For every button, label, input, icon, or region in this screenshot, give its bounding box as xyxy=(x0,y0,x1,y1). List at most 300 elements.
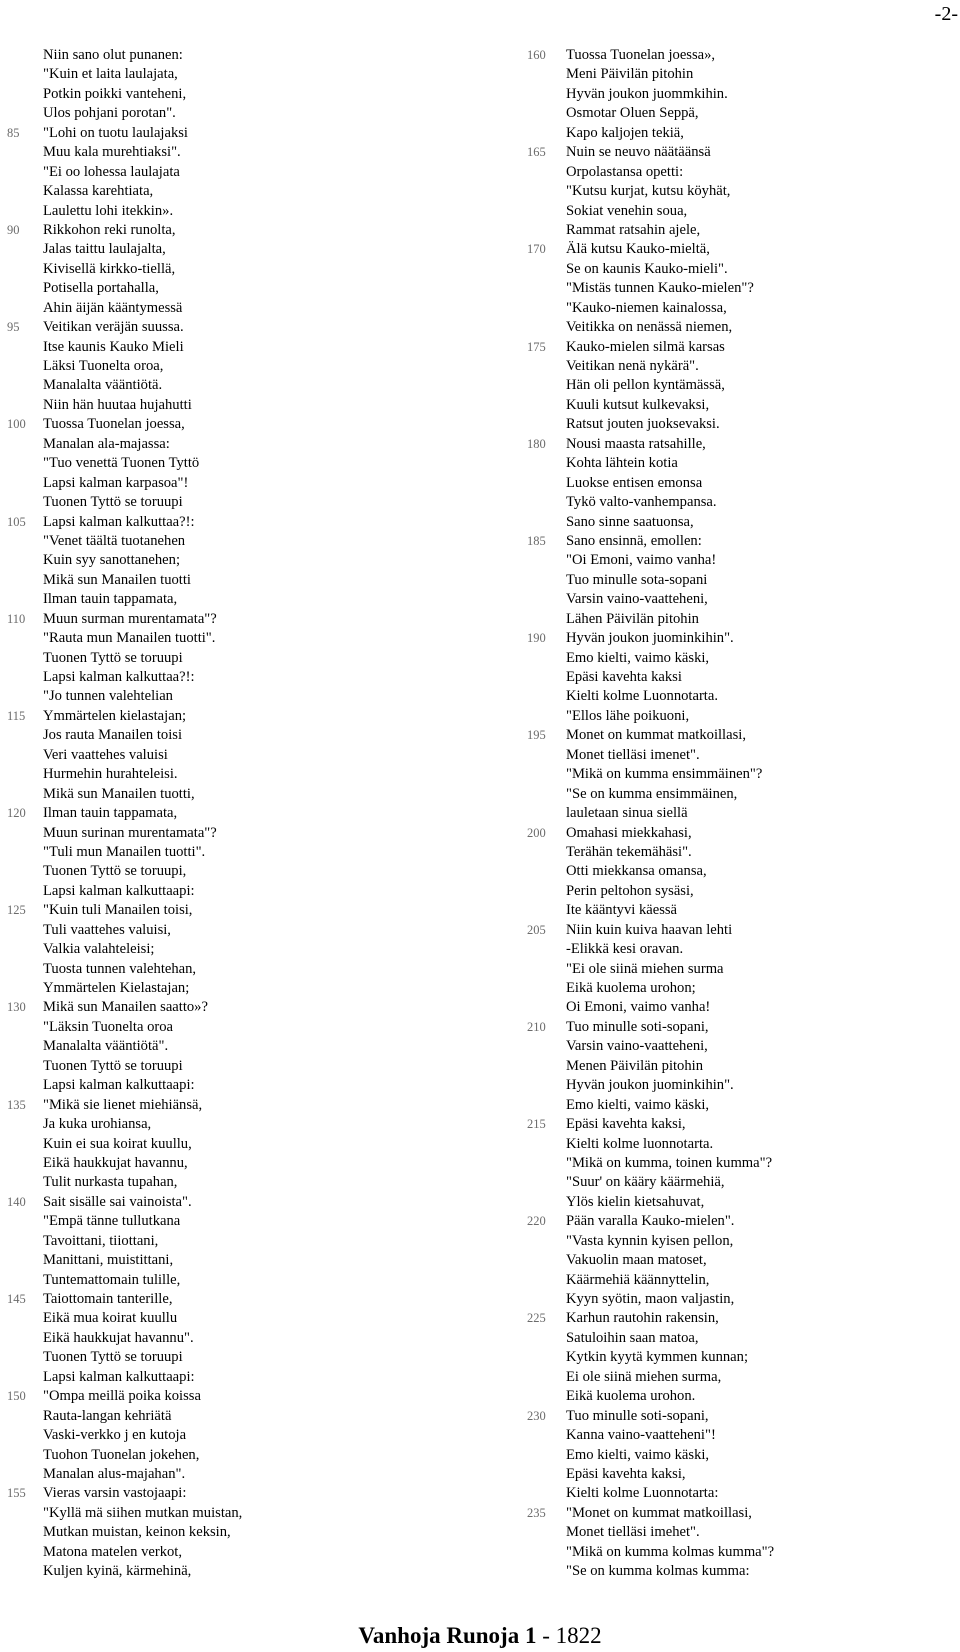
verse-line xyxy=(0,1504,480,1523)
verse-line xyxy=(0,1368,480,1387)
verse-text: Oi Emoni, vaimo vanha! xyxy=(566,999,711,1016)
verse-text: Ymmärtelen Kielastajan; xyxy=(43,980,190,996)
verse-line xyxy=(500,163,940,182)
line-number: 130 xyxy=(7,1000,26,1015)
verse-line xyxy=(500,318,940,337)
verse-text: Sano ensinnä, emollen: xyxy=(566,532,702,549)
verse-text: Hän oli pellon kyntämässä, xyxy=(566,377,725,394)
verse-text: "Kuin et laita laulajata, xyxy=(43,66,178,83)
verse-line xyxy=(0,1309,480,1328)
verse-text: Hyvän joukon juominkihin". xyxy=(566,1077,734,1094)
verse-line xyxy=(500,338,940,357)
verse-text: Tuossa Tuonelan joessa, xyxy=(43,416,185,433)
verse-line xyxy=(0,221,480,240)
verse-text: Laulettu lohi itekkin». xyxy=(43,202,174,219)
verse-line xyxy=(0,1057,480,1076)
verse-line xyxy=(500,182,940,201)
verse-line xyxy=(500,532,940,551)
verse-text: Emo kielti, vaimo käski, xyxy=(566,649,710,666)
verse-line xyxy=(0,124,480,143)
verse-text: "Mikä sie lienet miehiänsä, xyxy=(43,1096,203,1113)
verse-text: Rikkohon reki runolta, xyxy=(43,221,176,238)
line-number: 220 xyxy=(527,1214,546,1229)
verse-line xyxy=(500,629,940,648)
verse-line xyxy=(0,1387,480,1406)
verse-text: Ratsut jouten juoksevaksi. xyxy=(566,416,720,433)
verse-text: Ymmärtelen kielastajan; xyxy=(43,707,187,724)
verse-text: Omahasi miekkahasi, xyxy=(566,824,692,841)
verse-text: Käärmehiä käännyttelin, xyxy=(566,1271,710,1288)
verse-text: Menen Päivilän pitohin xyxy=(566,1057,704,1074)
verse-text: Manalan alus-majahan". xyxy=(43,1465,186,1482)
verse-text: Jos rauta Manailen toisi xyxy=(43,727,183,744)
verse-text: "Kauko-niemen kainalossa, xyxy=(566,299,727,316)
verse-text: Vaski-verkko j en kutoja xyxy=(43,1427,187,1444)
verse-text: Tuohon Tuonelan jokehen, xyxy=(43,1446,200,1463)
line-number: 110 xyxy=(7,611,26,626)
verse-line xyxy=(500,1426,940,1445)
verse-text: Manalalta vääntiötä". xyxy=(43,1038,169,1055)
line-number: 175 xyxy=(527,339,546,354)
verse-line xyxy=(500,765,940,784)
line-number: 170 xyxy=(527,242,546,257)
verse-text: Epäsi kavehta kaksi, xyxy=(566,1116,686,1133)
verse-line xyxy=(0,707,480,726)
verse-text: Tuntemattomain tulille, xyxy=(43,1271,181,1288)
verse-text: Muun surman murentamata"? xyxy=(43,610,217,627)
verse-line xyxy=(500,221,940,240)
verse-text: Monet tielläsi imehet". xyxy=(566,1524,700,1541)
verse-line xyxy=(0,143,480,162)
verse-line xyxy=(500,1290,940,1309)
verse-text: "Oi Emoni, vaimo vanha! xyxy=(566,552,717,569)
verse-text: Orpolastansa opetti: xyxy=(566,163,684,180)
verse-text: Lapsi kalman karpasoa"! xyxy=(43,474,189,491)
verse-text: Eikä kuolema urohon. xyxy=(566,1388,696,1405)
verse-line xyxy=(0,629,480,648)
verse-line xyxy=(500,590,940,609)
line-number: 140 xyxy=(7,1194,26,1209)
verse-text: Manittani, muistittani, xyxy=(43,1252,174,1269)
verse-line xyxy=(500,1407,940,1426)
verse-line xyxy=(0,454,480,473)
poem-column-left xyxy=(0,46,480,1582)
verse-text: "Ei ole siinä miehen surma xyxy=(566,960,724,977)
verse-text: Muun surinan murentamata"? xyxy=(43,824,217,841)
verse-text: Lapsi kalman kalkuttaapi: xyxy=(43,882,195,899)
verse-line xyxy=(500,610,940,629)
verse-line xyxy=(0,687,480,706)
verse-text: Tykö valto-vanhempansa. xyxy=(566,494,717,511)
verse-text: Potisella portahalla, xyxy=(43,280,159,297)
verse-line xyxy=(500,1018,940,1037)
verse-line xyxy=(0,415,480,434)
verse-text: Lapsi kalman kalkuttaa?!: xyxy=(43,669,195,685)
verse-text: Eikä haukkujat havannu". xyxy=(43,1329,194,1346)
verse-line xyxy=(0,921,480,940)
verse-line xyxy=(0,940,480,959)
verse-text: Satuloihin saan matoa, xyxy=(566,1329,699,1346)
verse-line xyxy=(0,376,480,395)
verse-line xyxy=(500,1271,940,1290)
verse-text: Mutkan muistan, keinon keksin, xyxy=(43,1524,231,1541)
verse-line xyxy=(0,1232,480,1251)
verse-line xyxy=(0,1290,480,1309)
line-number: 235 xyxy=(527,1505,546,1520)
verse-text: Lapsi kalman kalkuttaapi: xyxy=(43,1368,195,1385)
line-number: 160 xyxy=(527,48,546,62)
verse-line xyxy=(500,1154,940,1173)
verse-line xyxy=(500,513,940,532)
verse-text: Jalas taittu laulajalta, xyxy=(43,241,166,258)
verse-line xyxy=(0,1251,480,1270)
verse-line xyxy=(0,1407,480,1426)
verse-text: Meni Päivilän pitohin xyxy=(566,66,694,83)
verse-line xyxy=(0,1212,480,1231)
footer-year: 1822 xyxy=(555,1623,602,1648)
verse-line xyxy=(0,726,480,745)
verse-line xyxy=(500,1348,940,1367)
verse-text: Valkia valahteleisi; xyxy=(43,941,155,958)
verse-line xyxy=(0,396,480,415)
verse-line xyxy=(0,240,480,259)
verse-text: Läksi Tuonelta oroa, xyxy=(43,358,164,374)
verse-text: Niin hän huutaa hujahutti xyxy=(43,396,192,413)
verse-line xyxy=(500,668,940,687)
verse-text: "Lohi on tuotu laulajaksi xyxy=(43,124,188,141)
verse-text: Tuo minulle soti-sopani, xyxy=(566,1407,709,1424)
verse-line xyxy=(500,960,940,979)
verse-line xyxy=(500,824,940,843)
verse-text: Veitikan veräjän suussa. xyxy=(43,319,184,336)
verse-text: Terähän tekemähäsi". xyxy=(566,843,692,860)
line-number: 90 xyxy=(7,222,20,237)
verse-text: "Kyllä mä siihen mutkan muistan, xyxy=(43,1504,243,1521)
verse-line xyxy=(0,998,480,1017)
verse-text: Rammat ratsahin ajele, xyxy=(566,221,701,238)
verse-line xyxy=(500,202,940,221)
line-number: 205 xyxy=(527,922,546,937)
verse-line xyxy=(0,1173,480,1192)
verse-line xyxy=(500,1523,940,1542)
verse-text: Kuljen kyinä, kärmehinä, xyxy=(43,1563,192,1580)
verse-text: Ja kuka urohiansa, xyxy=(43,1116,152,1133)
verse-line xyxy=(0,163,480,182)
verse-line xyxy=(500,687,940,706)
verse-text: "Rauta mun Manailen tuotti". xyxy=(43,630,216,647)
verse-text: Emo kielti, vaimo käski, xyxy=(566,1096,710,1113)
verse-text: Manalan ala-majassa: xyxy=(43,435,170,452)
verse-line xyxy=(500,474,940,493)
verse-text: Taiottomain tanterille, xyxy=(43,1291,173,1307)
line-number: 135 xyxy=(7,1097,26,1112)
verse-text: Tuonen Tyttö se toruupi xyxy=(43,494,183,511)
line-number: 210 xyxy=(527,1019,546,1034)
verse-text: Rauta-langan kehriätä xyxy=(43,1407,172,1424)
verse-text: Kapo kaljojen tekiä, xyxy=(566,124,684,141)
verse-text: Tuonen Tyttö se toruupi xyxy=(43,1057,183,1074)
verse-line xyxy=(0,668,480,687)
line-number: 150 xyxy=(7,1389,26,1404)
verse-line xyxy=(500,862,940,881)
line-number: 165 xyxy=(527,145,546,160)
verse-line xyxy=(500,1212,940,1231)
verse-text: Mikä sun Manailen tuotti xyxy=(43,571,191,588)
verse-line xyxy=(500,1057,940,1076)
verse-line xyxy=(0,1523,480,1542)
verse-text: Tuonen Tyttö se toruupi, xyxy=(43,863,187,880)
verse-text: "Ompa meillä poika koissa xyxy=(43,1388,201,1405)
verse-text: Perin peltohon sysäsi, xyxy=(566,882,694,899)
verse-text: Epäsi kavehta kaksi xyxy=(566,669,682,685)
verse-line xyxy=(0,901,480,920)
verse-text: Pään varalla Kauko-mielen". xyxy=(566,1213,735,1230)
verse-line xyxy=(0,610,480,629)
verse-line xyxy=(0,649,480,668)
verse-line xyxy=(500,65,940,84)
verse-text: Kuin ei sua koirat kuullu, xyxy=(43,1135,192,1152)
verse-text: "Suur' on kääry käärmehiä, xyxy=(566,1174,725,1191)
verse-line xyxy=(0,1154,480,1173)
verse-text: Matona matelen verkot, xyxy=(43,1543,182,1560)
line-number: 215 xyxy=(527,1117,546,1132)
verse-line xyxy=(0,1076,480,1095)
verse-text: "Venet täältä tuotanehen xyxy=(43,532,186,549)
verse-line xyxy=(500,921,940,940)
verse-line xyxy=(0,493,480,512)
verse-line xyxy=(500,240,940,259)
verse-line xyxy=(0,202,480,221)
verse-text: Tuosta tunnen valehtehan, xyxy=(43,960,197,977)
verse-line xyxy=(0,46,480,65)
verse-line xyxy=(0,843,480,862)
verse-text: Potkin poikki vanteheni, xyxy=(43,85,187,102)
verse-line xyxy=(0,882,480,901)
line-number: 85 xyxy=(7,125,20,140)
verse-text: Lapsi kalman kalkuttaa?!: xyxy=(43,513,195,530)
verse-line xyxy=(0,85,480,104)
footer-title: Vanhoja Runoja 1 xyxy=(358,1623,537,1648)
verse-line xyxy=(500,551,940,570)
page-number: -2- xyxy=(934,3,958,25)
verse-line xyxy=(500,1037,940,1056)
verse-text: "Jo tunnen valehtelian xyxy=(43,688,173,705)
verse-line xyxy=(0,474,480,493)
verse-line xyxy=(500,1193,940,1212)
verse-line xyxy=(0,1135,480,1154)
verse-line xyxy=(500,726,940,745)
verse-text: Hyvän joukon juominkihin". xyxy=(566,630,734,647)
verse-text: Tuo minulle sota-sopani xyxy=(566,571,708,588)
verse-text: Tuo minulle soti-sopani, xyxy=(566,1018,709,1035)
verse-text: Kauko-mielen silmä karsas xyxy=(566,338,725,355)
verse-line xyxy=(500,649,940,668)
verse-text: "Ellos lähe poikuoni, xyxy=(566,707,690,724)
line-number: 125 xyxy=(7,903,26,918)
verse-text: Älä kutsu Kauko-mieltä, xyxy=(566,241,710,258)
verse-text: Tuonen Tyttö se toruupi xyxy=(43,649,183,666)
verse-text: Kuuli kutsut kulkevaksi, xyxy=(566,396,710,413)
verse-line xyxy=(500,785,940,804)
verse-text: Manalalta vääntiötä. xyxy=(43,377,163,394)
verse-line xyxy=(500,85,940,104)
verse-text: Otti miekkansa omansa, xyxy=(566,863,707,880)
verse-text: "Se on kumma ensimmäinen, xyxy=(566,785,738,802)
line-number: 155 xyxy=(7,1486,26,1501)
verse-line xyxy=(500,1484,940,1503)
verse-line xyxy=(0,571,480,590)
verse-line xyxy=(0,1348,480,1367)
verse-line xyxy=(500,454,940,473)
verse-text: "Läksin Tuonelta oroa xyxy=(43,1018,173,1035)
verse-line xyxy=(0,1271,480,1290)
verse-text: Kivisellä kirkko-tiellä, xyxy=(43,260,176,277)
verse-line xyxy=(0,1096,480,1115)
line-number: 115 xyxy=(7,708,26,723)
verse-line xyxy=(0,104,480,123)
verse-text: Osmotar Oluen Seppä, xyxy=(566,105,699,122)
line-number: 200 xyxy=(527,825,546,840)
verse-line xyxy=(0,1329,480,1348)
verse-line xyxy=(500,882,940,901)
line-number: 120 xyxy=(7,806,26,821)
verse-line xyxy=(0,1426,480,1445)
verse-line xyxy=(0,260,480,279)
verse-text: Niin sano olut punanen: xyxy=(43,47,183,63)
verse-line xyxy=(0,765,480,784)
verse-line xyxy=(0,824,480,843)
verse-line xyxy=(0,746,480,765)
verse-text: Lapsi kalman kalkuttaapi: xyxy=(43,1077,195,1094)
verse-line xyxy=(500,279,940,298)
verse-line xyxy=(500,843,940,862)
line-number: 225 xyxy=(527,1311,546,1326)
verse-line xyxy=(500,1446,940,1465)
line-number: 180 xyxy=(527,436,546,451)
verse-line xyxy=(0,1037,480,1056)
verse-line xyxy=(500,1115,940,1134)
verse-text: Kielti kolme Luonnotarta: xyxy=(566,1485,719,1502)
verse-text: Kielti kolme Luonnotarta. xyxy=(566,688,718,705)
verse-line xyxy=(0,590,480,609)
verse-line xyxy=(0,357,480,376)
verse-line xyxy=(0,1543,480,1562)
verse-text: "Tuo venettä Tuonen Tyttö xyxy=(43,455,200,472)
verse-line xyxy=(500,299,940,318)
verse-line xyxy=(0,804,480,823)
verse-line xyxy=(500,1096,940,1115)
verse-text: Kalassa karehtiata, xyxy=(43,183,154,200)
verse-text: Se on kaunis Kauko-mieli". xyxy=(566,260,728,277)
verse-text: Kyyn syötin, maon valjastin, xyxy=(566,1291,735,1307)
verse-line xyxy=(0,532,480,551)
verse-text: "Mikä on kumma, toinen kumma"? xyxy=(566,1154,773,1171)
line-number: 185 xyxy=(527,533,546,548)
verse-text: Kytkin kyytä kymmen kunnan; xyxy=(566,1349,748,1366)
verse-text: Varsin vaino-vaatteheni, xyxy=(566,1038,708,1055)
verse-line xyxy=(500,1329,940,1348)
verse-text: Ilman tauin tappamata, xyxy=(43,805,178,822)
verse-line xyxy=(500,1543,940,1562)
verse-text: "Empä tänne tullutkana xyxy=(43,1213,181,1230)
verse-line xyxy=(500,435,940,454)
verse-line xyxy=(500,707,940,726)
verse-text: "Vasta kynnin kyisen pellon, xyxy=(566,1232,734,1249)
verse-text: Veri vaattehes valuisi xyxy=(43,746,168,763)
verse-line xyxy=(0,960,480,979)
line-number: 195 xyxy=(527,728,546,743)
verse-line xyxy=(0,279,480,298)
verse-text: Eikä mua koirat kuullu xyxy=(43,1310,178,1327)
verse-line xyxy=(0,785,480,804)
verse-text: Tuossa Tuonelan joessa», xyxy=(566,47,716,63)
verse-line xyxy=(500,376,940,395)
verse-text: Ei ole siinä miehen surma, xyxy=(566,1368,722,1385)
line-number: 100 xyxy=(7,417,26,432)
verse-line xyxy=(0,513,480,532)
verse-line xyxy=(500,1387,940,1406)
verse-text: Eikä kuolema urohon; xyxy=(566,980,696,996)
verse-text: "Tuli mun Manailen tuotti". xyxy=(43,843,206,860)
verse-text: Sait sisälle sai vainoista". xyxy=(43,1193,192,1210)
verse-text: "Mistäs tunnen Kauko-mielen"? xyxy=(566,280,754,297)
verse-text: Sokiat venehin soua, xyxy=(566,202,688,219)
verse-text: "Mikä on kumma kolmas kumma"? xyxy=(566,1543,775,1560)
verse-text: -Elikkä kesi oravan. xyxy=(566,941,684,958)
verse-text: Ahin äijän kääntymessä xyxy=(43,299,183,316)
verse-line xyxy=(0,182,480,201)
verse-line xyxy=(500,746,940,765)
verse-line xyxy=(0,299,480,318)
verse-text: Luokse entisen emonsa xyxy=(566,474,703,491)
verse-text: Vakuolin maan matoset, xyxy=(566,1252,707,1269)
verse-line xyxy=(500,571,940,590)
line-number: 95 xyxy=(7,320,20,335)
line-number: 190 xyxy=(527,631,546,646)
verse-line xyxy=(500,979,940,998)
verse-text: Kielti kolme luonnotarta. xyxy=(566,1135,714,1152)
verse-text: Ilman tauin tappamata, xyxy=(43,591,178,608)
verse-line xyxy=(500,1076,940,1095)
verse-text: Niin kuin kuiva haavan lehti xyxy=(566,921,733,938)
verse-line xyxy=(0,65,480,84)
verse-text: Kuin syy sanottanehen; xyxy=(43,552,180,569)
line-number: 105 xyxy=(7,514,26,529)
verse-text: Hurmehin hurahteleisi. xyxy=(43,766,178,783)
verse-text: Vieras varsin vastojaapi: xyxy=(43,1485,187,1502)
verse-line xyxy=(500,143,940,162)
verse-line xyxy=(500,1504,940,1523)
poem-column-right xyxy=(500,46,940,1582)
verse-line xyxy=(500,1465,940,1484)
verse-text: Nousi maasta ratsahille, xyxy=(566,435,706,452)
verse-line xyxy=(0,318,480,337)
verse-line xyxy=(0,862,480,881)
verse-line xyxy=(0,1446,480,1465)
verse-text: Epäsi kavehta kaksi, xyxy=(566,1465,686,1482)
verse-line xyxy=(0,1018,480,1037)
verse-line xyxy=(500,1309,940,1328)
verse-text: Ulos pohjani porotan". xyxy=(43,105,176,122)
verse-text: "Se on kumma kolmas kumma: xyxy=(566,1563,750,1580)
verse-text: "Mikä on kumma ensimmäinen"? xyxy=(566,766,763,783)
verse-line xyxy=(500,1251,940,1270)
page-footer xyxy=(0,1623,960,1649)
verse-line xyxy=(500,260,940,279)
verse-line xyxy=(0,1562,480,1581)
verse-text: Lähen Päivilän pitohin xyxy=(566,610,699,627)
verse-text: Kohta lähtein kotia xyxy=(566,455,678,472)
